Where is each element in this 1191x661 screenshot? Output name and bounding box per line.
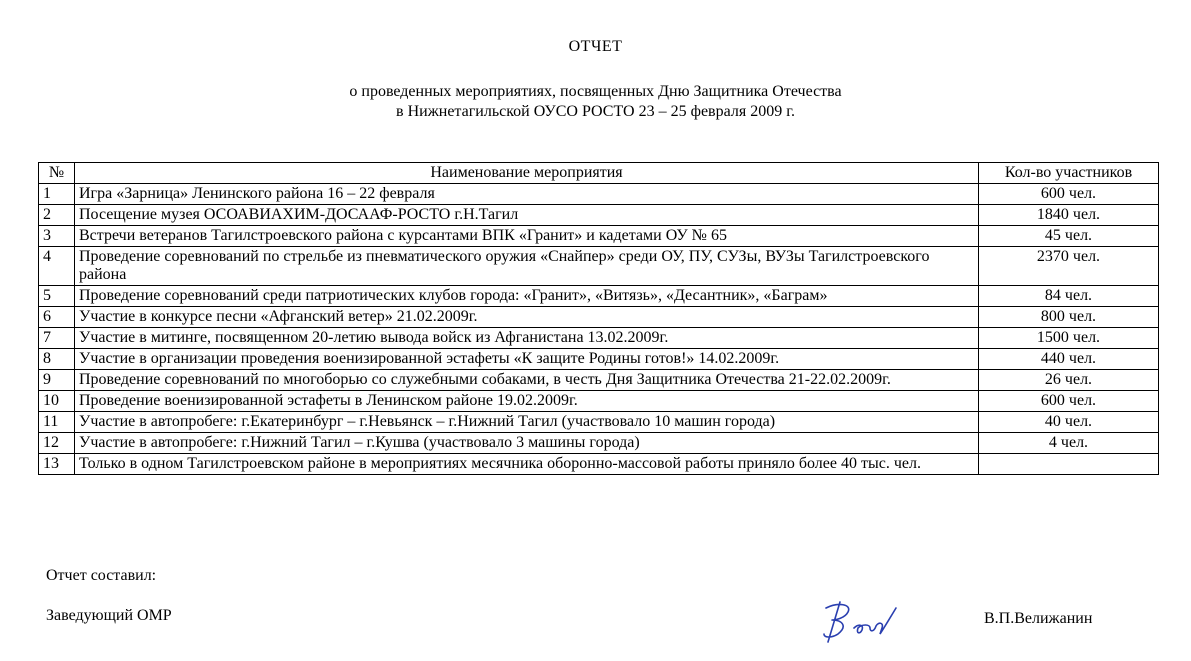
row-participants: 1500 чел.	[979, 328, 1159, 349]
table-row	[39, 205, 1159, 226]
row-number: 2	[39, 205, 75, 226]
table-row	[39, 433, 1159, 454]
row-participants: 4 чел.	[979, 433, 1159, 454]
header-name: Наименование мероприятия	[75, 163, 979, 184]
table-row	[39, 226, 1159, 247]
row-event-name: Игра «Зарница» Ленинского района 16 – 22 февраля	[75, 184, 979, 205]
row-number: 3	[39, 226, 75, 247]
table-row	[39, 412, 1159, 433]
table-row	[39, 184, 1159, 205]
row-participants: 26 чел.	[979, 370, 1159, 391]
row-event-name: Проведение соревнований по стрельбе из пневматического оружия «Снайпер» среди ОУ, ПУ, СУЗы, ВУЗы Тагилстроевского района	[75, 247, 979, 286]
row-event-name: Участие в организации проведения военизированной эстафеты «К защите Родины готов!» 14.02.2009г.	[75, 349, 979, 370]
table-row	[39, 454, 1159, 475]
events-table	[38, 162, 1159, 475]
row-event-name: Встречи ветеранов Тагилстроевского района с курсантами ВПК «Гранит» и кадетами ОУ № 65	[75, 226, 979, 247]
subtitle-line-1: о проведенных мероприятиях, посвященных Дню Защитника Отечества	[349, 83, 842, 100]
row-participants	[979, 454, 1159, 475]
row-event-name: Проведение военизированной эстафеты в Ленинском районе 19.02.2009г.	[75, 391, 979, 412]
row-event-name: Участие в митинге, посвященном 20-летию вывода войск из Афганистана 13.02.2009г.	[75, 328, 979, 349]
table-header-row	[39, 163, 1159, 184]
subtitle-line-2: в Нижнетагильской ОУСО РОСТО 23 – 25 февраля 2009 г.	[396, 103, 795, 120]
row-number: 4	[39, 247, 75, 286]
row-participants: 1840 чел.	[979, 205, 1159, 226]
document-title: ОТЧЕТ	[568, 38, 623, 55]
header-num: №	[39, 163, 75, 184]
row-event-name: Только в одном Тагилстроевском районе в мероприятиях месячника оборонно-массовой работы приняло более 40 тыс. чел.	[75, 454, 979, 475]
row-participants: 45 чел.	[979, 226, 1159, 247]
author-position: Заведующий ОМР	[46, 607, 172, 624]
signature-image	[818, 598, 908, 646]
table-row	[39, 391, 1159, 412]
table-row	[39, 370, 1159, 391]
header-count: Кол-во участников	[979, 163, 1159, 184]
row-participants: 600 чел.	[979, 184, 1159, 205]
row-participants: 800 чел.	[979, 307, 1159, 328]
document-subtitle	[0, 82, 1191, 122]
row-participants: 40 чел.	[979, 412, 1159, 433]
row-number: 11	[39, 412, 75, 433]
table-row	[39, 247, 1159, 286]
author-name: В.П.Велижанин	[984, 610, 1093, 627]
row-participants: 84 чел.	[979, 286, 1159, 307]
row-number: 8	[39, 349, 75, 370]
table-row	[39, 328, 1159, 349]
row-event-name: Участие в конкурсе песни «Афганский ветер» 21.02.2009г.	[75, 307, 979, 328]
row-participants: 600 чел.	[979, 391, 1159, 412]
row-event-name: Проведение соревнований по многоборью со служебными собаками, в честь Дня Защитника Отечества 21-22.02.2009г.	[75, 370, 979, 391]
table-row	[39, 286, 1159, 307]
row-number: 10	[39, 391, 75, 412]
compiled-by-label: Отчет составил:	[46, 567, 157, 584]
row-number: 13	[39, 454, 75, 475]
row-event-name: Участие в автопробеге: г.Нижний Тагил – г.Кушва (участвовало 3 машины города)	[75, 433, 979, 454]
row-number: 9	[39, 370, 75, 391]
row-event-name: Проведение соревнований среди патриотических клубов города: «Гранит», «Витязь», «Десантник», «Баграм»	[75, 286, 979, 307]
table-row	[39, 307, 1159, 328]
table-row	[39, 349, 1159, 370]
row-event-name: Участие в автопробеге: г.Екатеринбург – г.Невьянск – г.Нижний Тагил (участвовало 10 машин города)	[75, 412, 979, 433]
row-number: 7	[39, 328, 75, 349]
row-participants: 440 чел.	[979, 349, 1159, 370]
row-number: 5	[39, 286, 75, 307]
row-participants: 2370 чел.	[979, 247, 1159, 286]
row-number: 12	[39, 433, 75, 454]
row-number: 6	[39, 307, 75, 328]
row-event-name: Посещение музея ОСОАВИАХИМ-ДОСААФ-РОСТО г.Н.Тагил	[75, 205, 979, 226]
row-number: 1	[39, 184, 75, 205]
